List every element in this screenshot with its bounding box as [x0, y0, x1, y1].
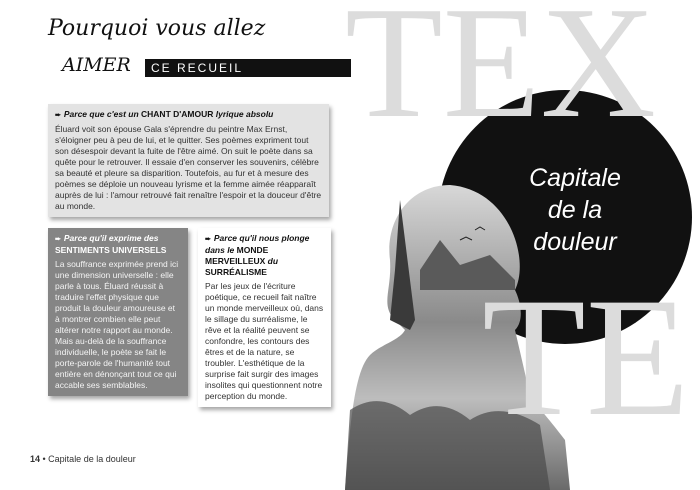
reason-body: Par les jeux de l'écriture poétique, ce recueil fait naître un monde merveilleux où, dans le sillage du surréalisme, le rêve et la réalité peuvent se confondre, les contours des êtres et de la nature, se troubler. L'esthétique de la surprise fait surgir des images insolites qui questionnent notre perception du monde. — [205, 281, 324, 401]
arrow-icon: ➨ — [55, 236, 61, 243]
reason-intro: Parce que c'est un — [63, 109, 142, 119]
reason-mid: du — [265, 256, 279, 266]
reason-tail: lyrique absolu — [213, 109, 274, 119]
background-letters-top: TEX — [345, 0, 657, 151]
reason-box-surrealism — [198, 228, 331, 407]
page-footer — [30, 454, 136, 464]
footer-title: Capitale de la douleur — [48, 454, 136, 464]
arrow-icon: ➨ — [55, 112, 61, 119]
cover-title — [500, 162, 650, 258]
cover-title-line: de la — [547, 196, 603, 224]
reason-strong: SENTIMENTS UNIVERSELS — [55, 245, 167, 255]
reason-strong-2: SURRÉALISME — [205, 267, 267, 277]
arrow-icon: ➨ — [205, 236, 211, 243]
reason-box-universal — [48, 228, 188, 396]
reason-box-love — [48, 104, 329, 217]
section-bar: CE RECUEIL — [145, 59, 351, 77]
reason-strong: CHANT D'AMOUR — [141, 109, 214, 119]
cover-title-line: Capitale — [529, 164, 621, 192]
background-letters-bottom: TE — [482, 263, 690, 451]
reason-body: La souffrance exprimée prend ici une dimension universelle : elle parle à tous. Éluard réussit à traduire l'effet physique que produit la douleur amoureuse et à montrer combien elle peut altérer notre rapport au monde. Mais au-delà de la souffrance individuelle, le poète se fait le porte-parole de l'humanité tout entière en dénonçant tout ce qui accable ses semblables. — [55, 259, 179, 390]
page-number: 14 — [30, 454, 41, 464]
reason-intro: Parce qu'il nous plonge dans le — [205, 233, 310, 255]
footer-separator: • — [40, 454, 49, 464]
reason-strong: MONDE MERVEILLEUX — [205, 245, 269, 266]
handwritten-aimer: AIMER — [62, 54, 131, 76]
handwritten-title: Pourquoi vous allez — [48, 16, 266, 41]
cover-title-line: douleur — [533, 228, 617, 256]
reason-body: Éluard voit son épouse Gala s'éprendre du peintre Max Ernst, s'éloigner peu à peu de lui, et le quitter. Ses poèmes expriment tout son désespoir devant la fuite de l'être aimé. On suit le poète dans sa quête pour le retrouver. Il essaie d'en conserver les souvenirs, célèbre sa beauté et pleure sa disparition. Toutefois, au fur et à mesure des poèmes se déploie un nouveau lyrisme et la femme aimée réapparaît auprès de lui : l'amour retrouvé fait renaître l'espoir et la douceur d'être au monde. — [55, 124, 322, 211]
reason-intro: Parce qu'il exprime des — [63, 233, 159, 243]
